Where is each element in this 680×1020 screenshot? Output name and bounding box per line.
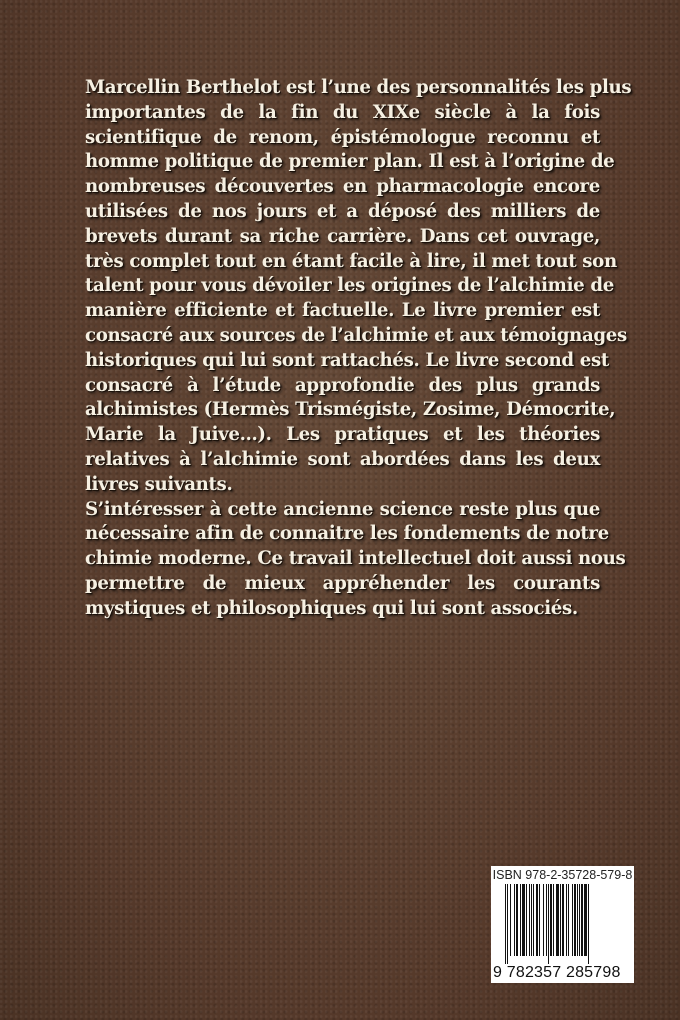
text-line: livres suivants. xyxy=(85,473,233,495)
text-line: S’intéresser à cette ancienne science reste plus que xyxy=(85,498,600,520)
text-line: historiques qui lui sont rattachés. Le livre second est xyxy=(85,349,609,371)
paragraph xyxy=(85,76,632,498)
text-line: talent pour vous dévoiler les origines de l’alchimie de xyxy=(85,275,614,297)
text-line: Marie la Juive…). Les pratiques et les théories xyxy=(85,424,600,446)
text-line: scientifique de renom, épistémologue reconnu et xyxy=(85,126,600,148)
text-line: chimie moderne. Ce travail intellectuel doit aussi nous xyxy=(85,548,626,570)
text-line: brevets durant sa riche carrière. Dans cet ouvrage, xyxy=(85,225,600,247)
text-line: mystiques et philosophiques qui lui sont associés. xyxy=(85,597,578,619)
text-line: nombreuses découvertes en pharmacologie encore xyxy=(85,176,600,198)
barcode-digits: 9 782357 285798 xyxy=(493,964,621,981)
isbn-label: ISBN 978-2-35728-579-8 xyxy=(492,868,633,882)
text-line: manière efficiente et factuelle. Le livre premier est xyxy=(85,300,600,322)
paragraph xyxy=(85,498,626,622)
barcode-bars xyxy=(505,884,627,964)
text-line: très complet tout en étant facile à lire, il met tout son xyxy=(85,250,617,272)
text-line: relatives à l’alchimie sont abordées dans les deux xyxy=(85,448,600,470)
text-line: alchimistes (Hermès Trismégiste, Zosime, Démocrite, xyxy=(85,399,616,421)
text-line: utilisées de nos jours et a déposé des milliers de xyxy=(85,200,600,222)
isbn-barcode xyxy=(491,866,634,983)
text-line: permettre de mieux appréhender les courants xyxy=(85,572,600,594)
text-line: consacré aux sources de l’alchimie et aux témoignages xyxy=(85,324,627,346)
text-line: consacré à l’étude approfondie des plus grands xyxy=(85,374,600,396)
barcode-bar xyxy=(589,884,590,964)
text-line: nécessaire afin de connaitre les fondements de notre xyxy=(85,523,609,545)
back-cover-description xyxy=(85,76,632,622)
text-line: importantes de la fin du XIXe siècle à la fois xyxy=(85,101,600,123)
text-line: Marcellin Berthelot est l’une des personnalités les plus xyxy=(85,77,632,98)
text-line: homme politique de premier plan. Il est à l’origine de xyxy=(85,151,615,173)
